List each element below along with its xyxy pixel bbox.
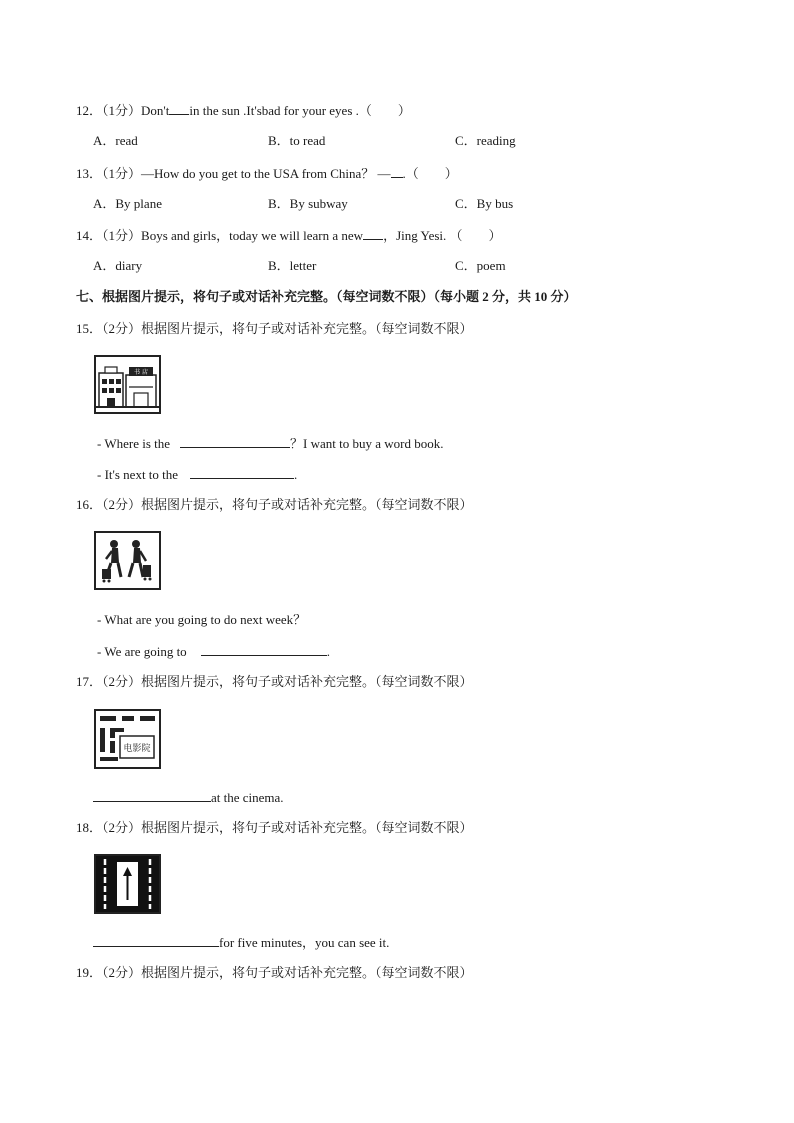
question-16 xyxy=(76,497,473,513)
answer-blank[interactable] xyxy=(190,466,294,479)
question-17 xyxy=(76,674,473,690)
question-score: （1分） xyxy=(102,166,142,181)
option-c[interactable]: C．poem xyxy=(455,258,506,273)
sign-text: 书 店 xyxy=(134,369,148,376)
dialog-line-2: - It's next to the . xyxy=(97,467,298,482)
option-a[interactable]: A．By plane xyxy=(93,196,162,211)
option-a[interactable]: A．read xyxy=(93,133,138,148)
question-text-after: .（ ） xyxy=(402,166,458,181)
bookstore-icon xyxy=(96,357,159,412)
answer-blank[interactable] xyxy=(391,165,403,178)
question-header: （2分）根据图片提示，将句子或对话补充完整。（每空词数不限） xyxy=(102,497,473,512)
question-header: （2分）根据图片提示，将句子或对话补充完整。（每空词数不限） xyxy=(102,674,473,689)
option-b[interactable]: B．By subway xyxy=(268,196,348,211)
answer-blank[interactable] xyxy=(169,102,189,115)
question-text-after: in the sun .It'sbad for your eyes .（ ） xyxy=(189,103,411,118)
answer-blank[interactable] xyxy=(93,789,211,802)
question-number: 18． xyxy=(76,820,103,835)
question-15 xyxy=(76,321,473,337)
question-text-before: Don't xyxy=(141,103,170,118)
question-14 xyxy=(76,227,502,244)
question-header: （2分）根据图片提示，将句子或对话补充完整。（每空词数不限） xyxy=(102,965,473,980)
question-text-after: ，Jing Yesi. （ ） xyxy=(383,228,502,243)
question-number: 19． xyxy=(76,965,103,980)
section-title: 七、根据图片提示，将句子或对话补充完整。（每空词数不限）（每小题 2 分，共 10 分） xyxy=(76,289,577,304)
answer-blank[interactable] xyxy=(363,227,383,240)
dialog-line-1: - Where is the ？I want to buy a word book. xyxy=(97,436,444,451)
question-13 xyxy=(76,165,458,182)
dialog-line-2: - We are going to . xyxy=(97,644,330,659)
question-header: （2分）根据图片提示，将句子或对话补充完整。（每空词数不限） xyxy=(102,820,473,835)
option-a[interactable]: A．diary xyxy=(93,258,143,273)
road-picture xyxy=(94,854,161,914)
bookstore-picture xyxy=(94,355,161,414)
sentence-line: for five minutes，you can see it. xyxy=(93,934,389,951)
option-b[interactable]: B．letter xyxy=(268,258,317,273)
question-text-before: Boys and girls，today we will learn a new xyxy=(141,228,364,243)
question-number: 12． xyxy=(76,103,103,118)
travelers-icon xyxy=(96,533,159,588)
question-score: （1分） xyxy=(102,228,142,243)
question-number: 15． xyxy=(76,321,103,336)
cinema-map-picture xyxy=(94,709,161,769)
answer-blank[interactable] xyxy=(201,643,327,656)
question-18 xyxy=(76,820,473,836)
question-19 xyxy=(76,965,473,981)
option-c[interactable]: C．reading xyxy=(455,133,516,148)
dialog-line-1: - What are you going to do next week？ xyxy=(97,612,307,627)
travel-picture xyxy=(94,531,161,590)
cinema-sign-text: 电影院 xyxy=(123,744,151,754)
question-header: （2分）根据图片提示，将句子或对话补充完整。（每空词数不限） xyxy=(102,321,473,336)
question-number: 17． xyxy=(76,674,103,689)
answer-blank[interactable] xyxy=(93,934,219,947)
question-text-before: —How do you get to the USA from China？ — xyxy=(141,166,391,181)
option-c[interactable]: C．By bus xyxy=(455,196,514,211)
sentence-line: at the cinema. xyxy=(93,789,284,806)
go-straight-icon xyxy=(96,856,159,912)
question-number: 16． xyxy=(76,497,103,512)
cinema-map-icon xyxy=(96,711,159,767)
question-score: （1分） xyxy=(102,103,142,118)
question-number: 14． xyxy=(76,228,103,243)
option-b[interactable]: B．to read xyxy=(268,133,326,148)
answer-blank[interactable] xyxy=(180,435,290,448)
question-number: 13． xyxy=(76,166,103,181)
question-12 xyxy=(76,102,411,119)
